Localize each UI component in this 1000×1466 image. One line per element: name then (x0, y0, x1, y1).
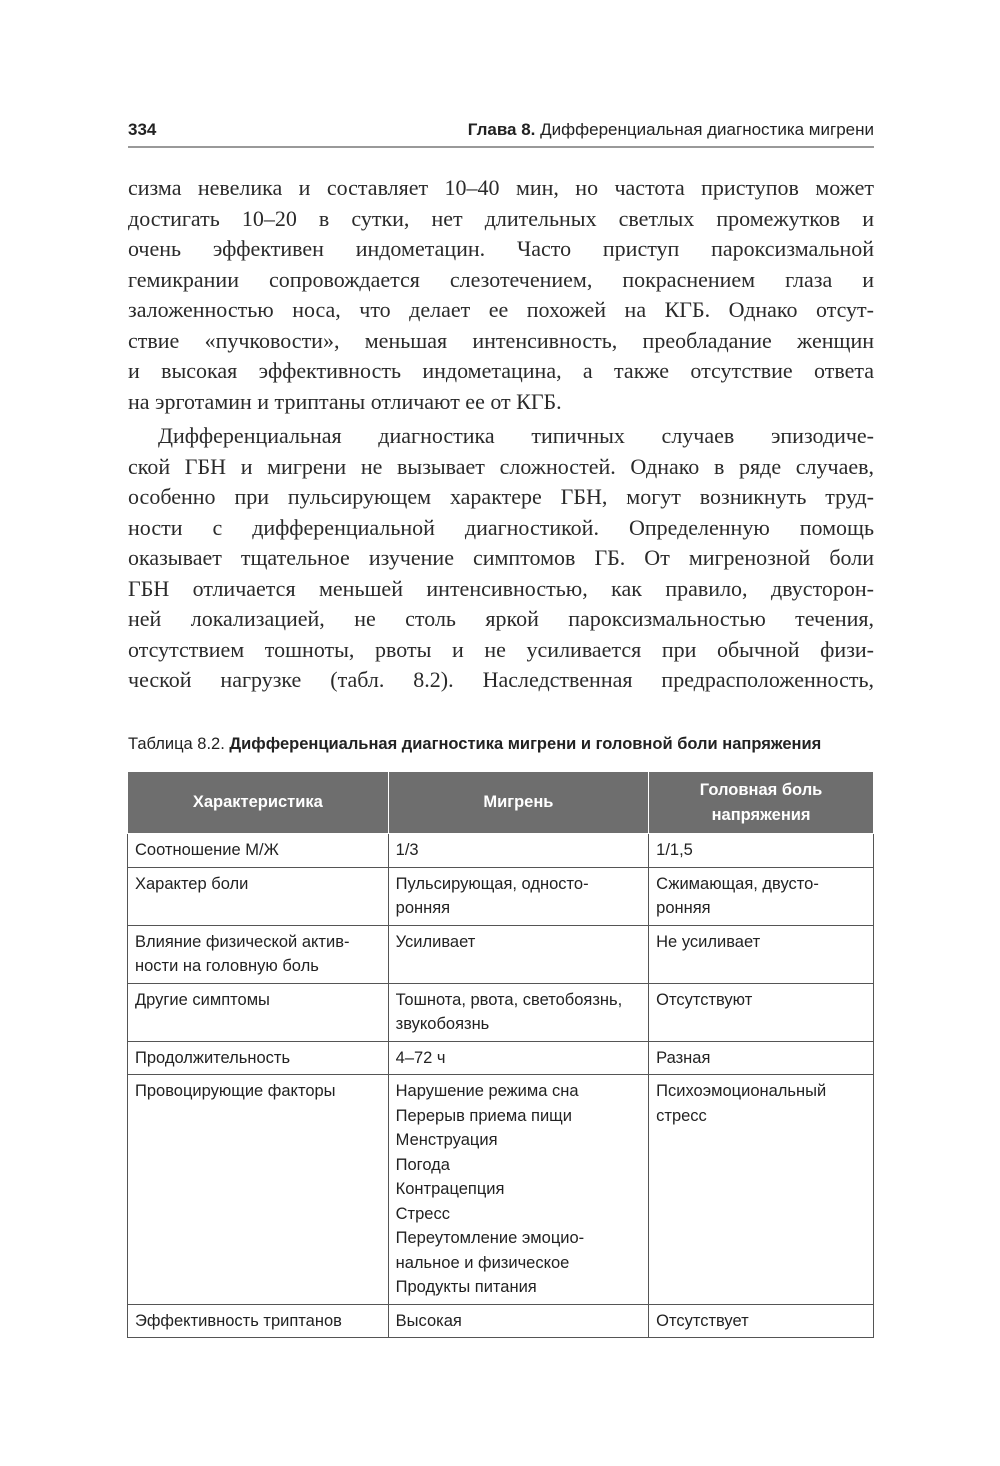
cell-text-line: Влияние физической актив- (135, 932, 350, 951)
header-rule (128, 146, 874, 148)
header-characteristic: Характеристика (128, 772, 389, 834)
cell-characteristic (128, 867, 389, 925)
text-line: ской ГБН и мигрени не вызывает сложностей. Однако в ряде случаев, (128, 453, 874, 479)
text-line: Дифференциальная диагностика типичных случаев эпизодиче- (158, 423, 874, 448)
cell-text-line: Отсутствует (656, 1311, 749, 1330)
page-number: 334 (128, 120, 157, 139)
cell-migraine (388, 925, 649, 983)
paragraph-1 (128, 173, 874, 417)
cell-text-line: Не усиливает (656, 932, 761, 951)
text-line: оказывает тщательное изучение симптомов ГБ. От мигренозной боли (128, 545, 874, 570)
text-line: заложенностью носа, что делает ее похожей на КГБ. Однако отсут- (128, 297, 874, 322)
body-text (128, 173, 874, 696)
cell-text-line: Отсутствуют (656, 990, 753, 1009)
cell-tension-headache (649, 867, 874, 925)
cell-text-line: Продукты питания (395, 1278, 537, 1296)
cell-text-line: Перерыв приема пищи (395, 1106, 572, 1125)
text-line: сизма невелика и составляет 10–40 мин, но частота приступов может (128, 175, 874, 200)
cell-tension-headache (649, 1304, 874, 1338)
cell-tension-headache (649, 1075, 874, 1305)
cell-text-line: Другие симптомы (135, 990, 270, 1009)
cell-characteristic (128, 983, 389, 1041)
cell-text-line: Тошнота, рвота, светобоязнь, (395, 990, 623, 1009)
text-line: особенно при пульсирующем характере ГБН, могут возникнуть труд- (128, 484, 874, 509)
text-line: гемикрании сопровождается слезотечением, покраснением глаза и (128, 266, 874, 292)
table-row (128, 834, 874, 868)
cell-migraine (388, 1041, 649, 1075)
cell-characteristic (128, 1075, 389, 1305)
differential-diagnosis-table (127, 771, 874, 1338)
table-row (128, 925, 874, 983)
table-header-row (128, 772, 874, 834)
cell-tension-headache (649, 1041, 874, 1075)
cell-text-line: 1/1,5 (656, 841, 693, 859)
table-caption-label: Таблица 8.2. (128, 735, 225, 753)
table-body (128, 834, 874, 1338)
cell-text-line: Разная (656, 1048, 711, 1067)
cell-tension-headache (649, 983, 874, 1041)
cell-text-line: Эффективность триптанов (135, 1311, 342, 1330)
cell-text-line: ронняя (395, 899, 451, 917)
chapter-label: Глава 8. (467, 120, 536, 139)
cell-text-line: нальное и физическое (395, 1253, 570, 1272)
text-line: ней локализацией, не столь яркой пароксизмальностью течения, (128, 606, 874, 631)
cell-text-line: Нарушение режима сна (395, 1082, 579, 1100)
cell-tension-headache (649, 834, 874, 868)
text-line: на эрготамин и триптаны отличают ее от КГБ. (128, 388, 562, 414)
cell-migraine (388, 867, 649, 925)
cell-text-line: ронняя (656, 899, 711, 917)
cell-text-line: Продолжительность (135, 1048, 291, 1067)
cell-text-line: Характер боли (135, 874, 249, 893)
table-row (128, 1041, 874, 1075)
cell-migraine (388, 834, 649, 868)
header-tension-headache (649, 772, 874, 834)
chapter-heading (468, 120, 874, 140)
cell-characteristic (128, 1304, 389, 1338)
cell-text-line: Переутомление эмоцио- (395, 1229, 585, 1247)
header-tension-headache-text: Головная боль напряжения (699, 781, 823, 824)
cell-tension-headache (649, 925, 874, 983)
table-row (128, 983, 874, 1041)
cell-text-line: Сжимающая, двусто- (656, 874, 819, 893)
cell-text-line: Менструация (395, 1131, 498, 1149)
table-row (128, 867, 874, 925)
table-caption-title: Дифференциальная диагностика мигрени и головной боли напряжения (229, 735, 822, 753)
text-line: ГБН отличается меньшей интенсивностью, как правило, двусторон- (128, 575, 874, 601)
table-caption (128, 735, 888, 754)
cell-text-line: стресс (656, 1106, 707, 1125)
cell-text-line: ности на головную боль (135, 957, 319, 975)
text-line: ствие «пучковости», меньшая интенсивность, преобладание женщин (128, 327, 874, 353)
cell-text-line: Контрацепция (395, 1180, 505, 1198)
cell-characteristic (128, 834, 389, 868)
cell-characteristic (128, 925, 389, 983)
cell-migraine (388, 983, 649, 1041)
cell-text-line: Провоцирующие факторы (135, 1082, 336, 1100)
text-line: отсутствием тошноты, рвоты и не усиливается при обычной физи- (128, 636, 874, 662)
cell-text-line: Усиливает (395, 932, 476, 951)
text-line: очень эффективен индометацин. Часто приступ пароксизмальной (128, 236, 874, 261)
table-row (128, 1075, 874, 1305)
paragraph-2 (128, 421, 874, 696)
cell-text-line: звукобоязнь (395, 1015, 490, 1033)
text-line: и высокая эффективность индометацина, а также отсутствие ответа (128, 358, 874, 383)
text-line: ности с дифференциальной диагностикой. Определенную помощь (128, 514, 874, 540)
cell-text-line: Стресс (395, 1204, 450, 1223)
cell-text-line: Соотношение М/Ж (135, 841, 279, 859)
cell-text-line: 4–72 ч (395, 1048, 446, 1067)
table-row (128, 1304, 874, 1338)
cell-text-line: Психоэмоциональный (656, 1082, 827, 1100)
text-line: ческой нагрузке (табл. 8.2). Наследственная предрасположенность, (128, 667, 874, 692)
chapter-title: Дифференциальная диагностика мигрени (540, 120, 874, 139)
running-header (128, 118, 874, 146)
cell-migraine (388, 1304, 649, 1338)
cell-text-line: Высокая (395, 1311, 462, 1330)
header-migraine: Мигрень (388, 772, 649, 834)
cell-characteristic (128, 1041, 389, 1075)
cell-text-line: Пульсирующая, односто- (395, 874, 589, 893)
cell-text-line: 1/3 (395, 841, 419, 859)
cell-text-line: Погода (395, 1155, 450, 1174)
cell-migraine (388, 1075, 649, 1305)
text-line: достигать 10–20 в сутки, нет длительных светлых промежутков и (128, 205, 874, 231)
